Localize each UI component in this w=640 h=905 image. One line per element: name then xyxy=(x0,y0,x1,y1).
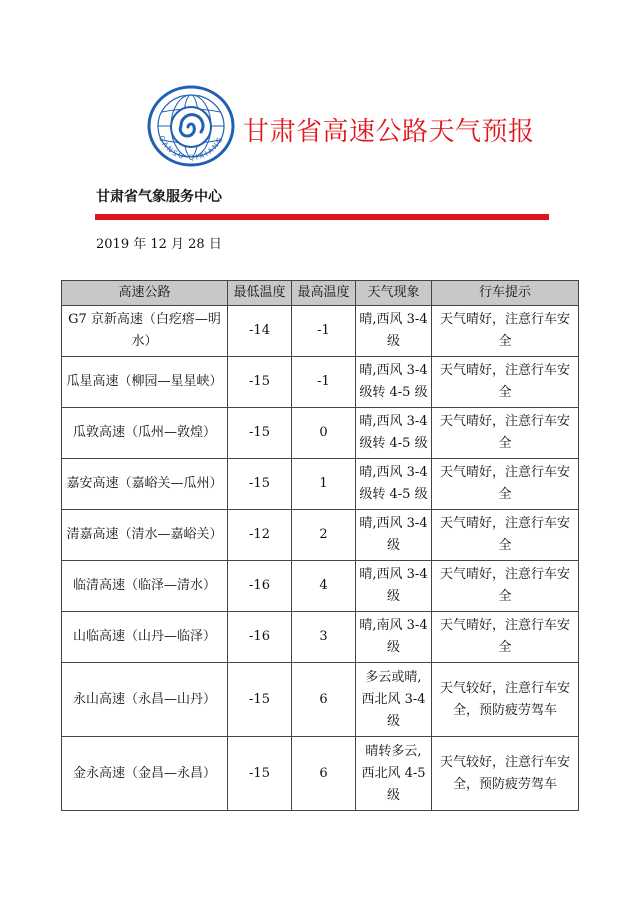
weather-cell: 晴,西风 3-4 级 xyxy=(356,510,432,561)
advice-cell: 天气晴好，注意行车安全 xyxy=(432,357,579,408)
table-row xyxy=(62,737,579,811)
table-row xyxy=(62,561,579,612)
max-temp-cell: 0 xyxy=(292,408,356,459)
min-temp-cell: -12 xyxy=(228,510,292,561)
weather-cell: 晴,南风 3-4 级 xyxy=(356,612,432,663)
max-temp-cell: -1 xyxy=(292,306,356,357)
min-temp-cell: -14 xyxy=(228,306,292,357)
weather-cell: 多云或晴,西北风 3-4 级 xyxy=(356,663,432,737)
advice-cell: 天气晴好，注意行车安全 xyxy=(432,561,579,612)
advice-cell: 天气晴好，注意行车安全 xyxy=(432,408,579,459)
title-divider xyxy=(95,214,549,220)
highway-cell: 嘉安高速（嘉峪关—瓜州） xyxy=(62,459,228,510)
min-temp-cell: -15 xyxy=(228,737,292,811)
table-row xyxy=(62,510,579,561)
advice-cell: 天气晴好，注意行车安全 xyxy=(432,306,579,357)
min-temp-cell: -15 xyxy=(228,663,292,737)
max-temp-cell: 2 xyxy=(292,510,356,561)
logo-top-text: 甘 肃 xyxy=(184,90,198,97)
page-title: 甘肃省高速公路天气预报 xyxy=(243,117,535,147)
max-temp-cell: 3 xyxy=(292,612,356,663)
highway-cell: 永山高速（永昌—山丹） xyxy=(62,663,228,737)
weather-cell: 晴,西风 3-4 级 xyxy=(356,306,432,357)
min-temp-cell: -16 xyxy=(228,561,292,612)
highway-cell: 临清高速（临泽—清水） xyxy=(62,561,228,612)
advice-cell: 天气晴好，注意行车安全 xyxy=(432,459,579,510)
advice-cell: 天气晴好，注意行车安全 xyxy=(432,612,579,663)
weather-cell: 晴,西风 3-4 级转 4-5 级 xyxy=(356,459,432,510)
max-temp-cell: 1 xyxy=(292,459,356,510)
max-temp-cell: 6 xyxy=(292,737,356,811)
max-temp-cell: 4 xyxy=(292,561,356,612)
highway-cell: 瓜敦高速（瓜州—敦煌） xyxy=(62,408,228,459)
advice-cell: 天气晴好，注意行车安全 xyxy=(432,510,579,561)
organization-name: 甘肃省气象服务中心 xyxy=(96,189,222,205)
highway-cell: G7 京新高速（白疙瘩—明水） xyxy=(62,306,228,357)
advice-cell: 天气较好，注意行车安全，预防疲劳驾车 xyxy=(432,737,579,811)
table-row xyxy=(62,459,579,510)
highway-cell: 清嘉高速（清水—嘉峪关） xyxy=(62,510,228,561)
weather-cell: 晴,西风 3-4 级 xyxy=(356,561,432,612)
col-header-max-temp: 最高温度 xyxy=(292,281,356,306)
table-row xyxy=(62,408,579,459)
max-temp-cell: -1 xyxy=(292,357,356,408)
min-temp-cell: -15 xyxy=(228,408,292,459)
table-row xyxy=(62,306,579,357)
meteorological-service-logo-icon xyxy=(146,84,236,168)
logo-arc-text: GANSU QIXIANG xyxy=(156,134,226,162)
highway-cell: 瓜星高速（柳园—星星峡） xyxy=(62,357,228,408)
highway-cell: 金永高速（金昌—永昌） xyxy=(62,737,228,811)
col-header-min-temp: 最低温度 xyxy=(228,281,292,306)
min-temp-cell: -15 xyxy=(228,459,292,510)
weather-cell: 晴,西风 3-4 级转 4-5 级 xyxy=(356,357,432,408)
table-row xyxy=(62,612,579,663)
weather-cell: 晴,西风 3-4 级转 4-5 级 xyxy=(356,408,432,459)
advice-cell: 天气较好，注意行车安全，预防疲劳驾车 xyxy=(432,663,579,737)
col-header-advice: 行车提示 xyxy=(432,281,579,306)
col-header-highway: 高速公路 xyxy=(62,281,228,306)
weather-cell: 晴转多云,西北风 4-5 级 xyxy=(356,737,432,811)
max-temp-cell: 6 xyxy=(292,663,356,737)
min-temp-cell: -15 xyxy=(228,357,292,408)
issue-date: 2019 年 12 月 28 日 xyxy=(96,237,222,252)
table-row xyxy=(62,663,579,737)
table-row xyxy=(62,357,579,408)
col-header-weather: 天气现象 xyxy=(356,281,432,306)
min-temp-cell: -16 xyxy=(228,612,292,663)
highway-cell: 山临高速（山丹—临泽） xyxy=(62,612,228,663)
forecast-table xyxy=(61,280,579,811)
table-header-row xyxy=(62,281,579,306)
